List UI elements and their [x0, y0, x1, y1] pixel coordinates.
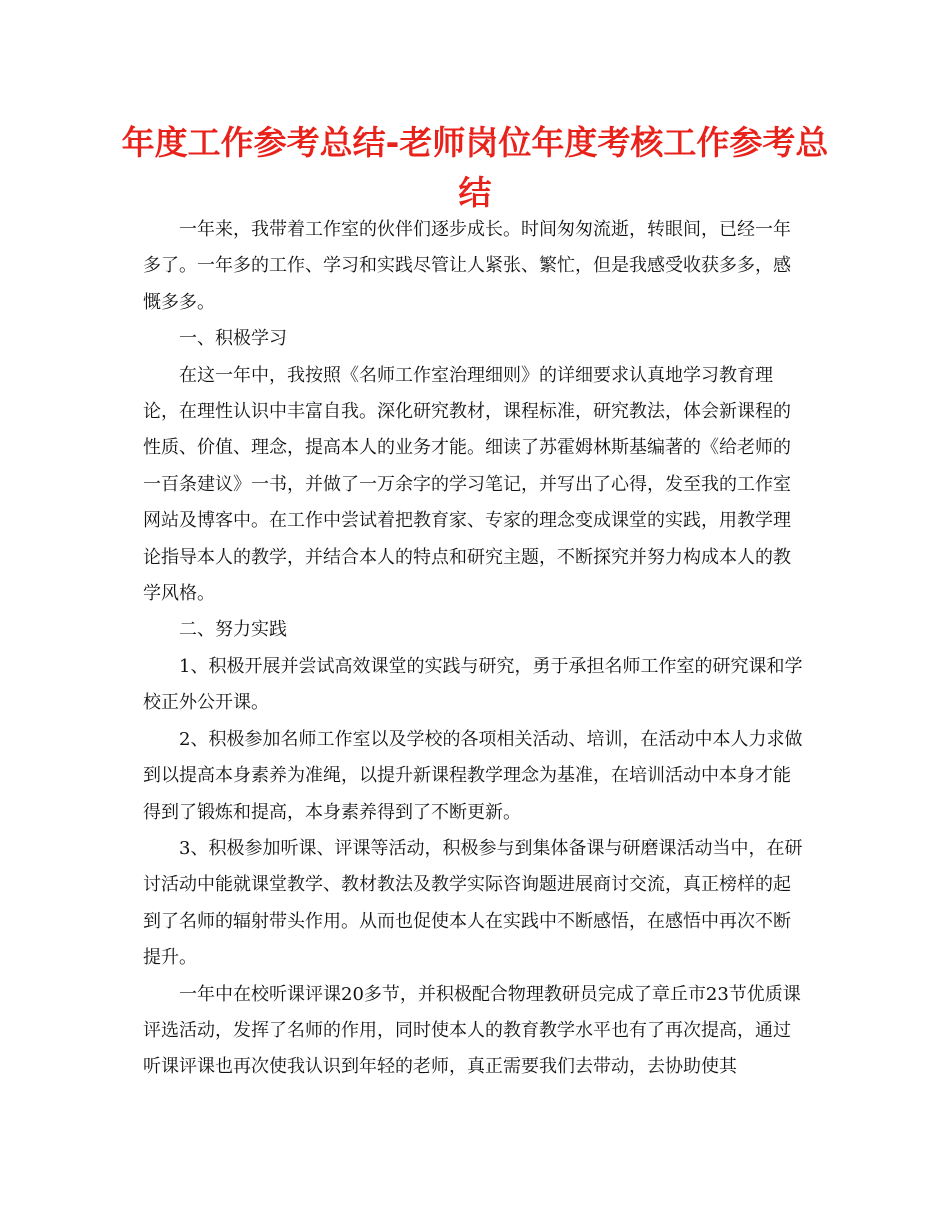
- paragraph-practice-2: 2、积极参加名师工作室以及学校的各项相关活动、培训，在活动中本人力求做到以提高本身素养为准绳，以提升新课程教学理念为基准，在培训活动中本身才能得到了锻炼和提高，本身素养得到了不断更新。: [143, 728, 803, 823]
- paragraph-practice-3: 3、积极参加听课、评课等活动，积极参与到集体备课与研磨课活动当中，在研讨活动中能就课堂教学、教材教法及教学实际咨询题进展商讨交流，真正榜样的起到了名师的辐射带头作用。从而也促使本人在实践中不断感悟，在感悟中再次不断提升。: [143, 837, 803, 969]
- document-body: [143, 212, 807, 1086]
- paragraph-intro: 一年来，我带着工作室的伙伴们逐步成长。时间匆匆流逝，转眼间，已经一年多了。一年多的工作、学习和实践尽管让人紧张、繁忙，但是我感受收获多多，感慨多多。: [143, 219, 791, 313]
- paragraph-practice-1: 1、积极开展并尝试高效课堂的实践与研究，勇于承担名师工作室的研究课和学校正外公开课。: [143, 655, 803, 714]
- section-heading-practice: 二、努力实践: [179, 619, 287, 641]
- section-heading-study: 一、积极学习: [179, 328, 287, 350]
- document-title: 年度工作参考总结-老师岗位年度考核工作参考总结: [121, 123, 829, 212]
- paragraph-lessons: 一年中在校听课评课20多节，并积极配合物理教研员完成了章丘市23节优质课评选活动，发挥了名师的作用，同时使本人的教育教学水平也有了再次提高，通过听课评课也再次使我认识到年轻的老师，真正需要我们去带动，去协助使其: [143, 983, 801, 1078]
- paragraph-study: 在这一年中，我按照《名师工作室治理细则》的详细要求认真地学习教育理论，在理性认识中丰富自我。深化研究教材，课程标准，研究教法，体会新课程的性质、价值、理念，提高本人的业务才能。细读了苏霍姆林斯基编著的《给老师的一百条建议》一书，并做了一万余字的学习笔记，并写出了心得，发至我的工作室网站及博客中。在工作中尝试着把教育家、专家的理念变成课堂的实践，用教学理论指导本人的教学，并结合本人的特点和研究主题，不断探究并努力构成本人的教学风格。: [143, 364, 791, 605]
